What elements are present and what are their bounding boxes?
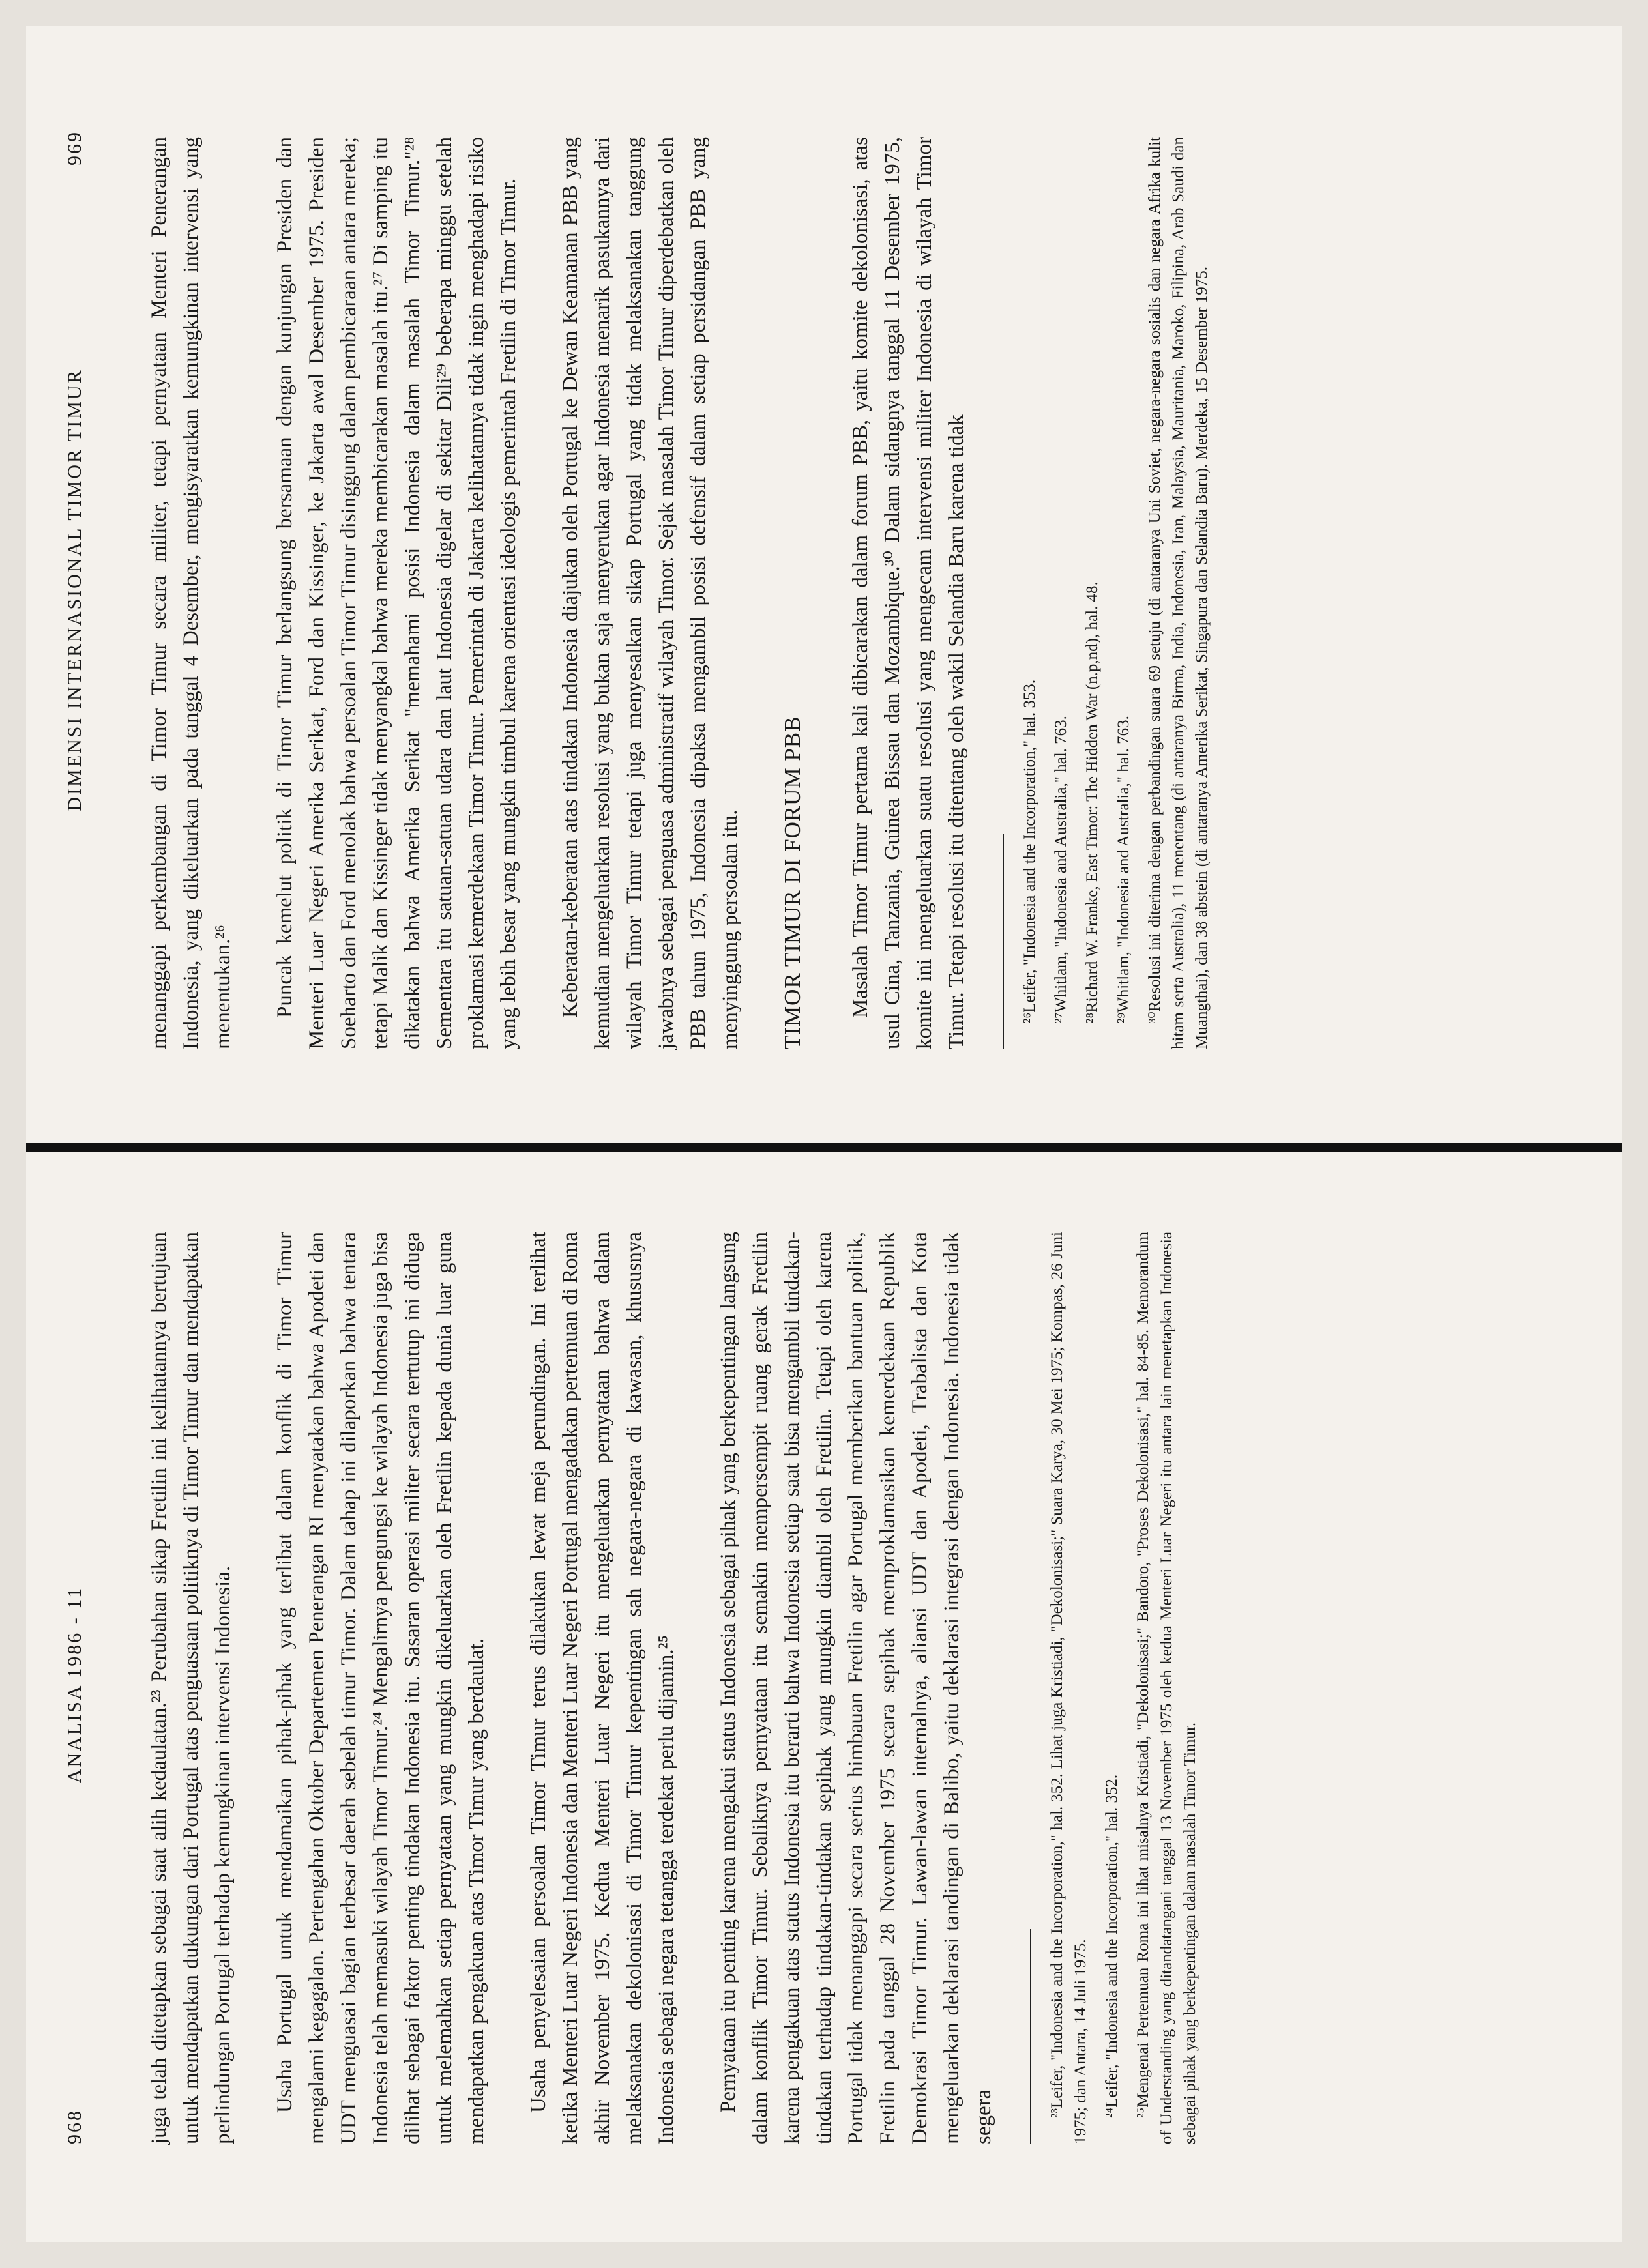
- left-body: [143, 1232, 1210, 2144]
- right-paragraph: menanggapi perkembangan di Timor Timur secara militer, tetapi pernyataan Menteri Penerangan Indonesia, yang dikeluarkan pada tanggal 4 Desember, mengisyaratkan kemungkinan intervensi yang menentukan.²⁶: [147, 137, 235, 1049]
- footnote-rule: [1030, 1929, 1031, 2144]
- footnote: ³⁰Resolusi ini diterima dengan perbandingan suara 69 setuju (di antaranya Uni Soviet, negara-negara sosialis dan negara Afrika kulit hitam serta Australia), 11 menentang (di antaranya Birma, India, Indonesia, Iran, Malaysia, Mauritania, Maroko, Filipina, Arab Saudi dan Muangthai), dan 38 abstein (di antaranya Amerika Serikat, Singapura dan Selandia Baru). Merdeka, 15 Desember 1975.: [1146, 137, 1211, 1049]
- footnote: ²⁶Leifer, "Indonesia and the Incorporation," hal. 353.: [1021, 679, 1038, 1023]
- binding-gutter-shadow: [26, 1143, 1622, 1152]
- footnote: ²⁵Mengenai Pertemuan Roma ini lihat misalnya Kristiadi, "Dekolonisasi;" Bandoro, "Proses Dekolonisasi," hal. 84-85. Memorandum of Understanding yang ditandatangani tanggal 13 November 1975 oleh kedua Menteri Luar Negeri itu antara lain menetapkan Indonesia sebagai pihak yang berkepentingan dalam masalah Timor Timur.: [1134, 1232, 1199, 2144]
- left-page-number: 968: [64, 2109, 85, 2144]
- section-heading: TIMOR TIMUR DI FORUM PBB: [780, 716, 805, 1049]
- footnote: ²³Leifer, "Indonesia and the Incorporation," hal. 352. Lihat juga Kristiadi, "Dekolonisasi;" Suara Karya, 30 Mei 1975; Kompas, 26 Juni 1975; dan Antara, 14 Juli 1975.: [1048, 1232, 1089, 2144]
- left-running-head: [64, 1225, 90, 2144]
- left-paragraph: juga telah ditetapkan sebagai saat alih kedaulatan.²³ Perubahan sikap Fretilin ini kelihatannya bertujuan untuk mendapatkan dukungan dari Portugal atas penguasaan politiknya di Timor Timur dan mendapatkan perlindungan Portugal terhadap kemungkinan intervensi Indonesia.: [147, 1232, 235, 2144]
- right-running-head: [64, 130, 90, 1049]
- footnote: ²⁴Leifer, "Indonesia and the Incorporation," hal. 352.: [1103, 1774, 1121, 2118]
- right-page-number: 969: [64, 130, 85, 166]
- right-paragraph: Keberatan-keberatan atas tindakan Indonesia diajukan oleh Portugal ke Dewan Keamanan PBB yang kemudian mengeluarkan resolusi yang bukan saja menyerukan agar Indonesia menarik pasukannya dari wilayah Timor Timur tetapi juga menyesalkan sikap Portugal yang tidak melaksanakan tanggung jawabnya sebagai penguasa administratif wilayah Timor. Sejak masalah Timor Timur diperdebatkan oleh PBB tahun 1975, Indonesia dipaksa mengambil posisi defensif dalam setiap persidangan PBB yang menyinggung persoalan itu.: [559, 137, 742, 1049]
- left-running-title: ANALISA 1986 - 11: [64, 1586, 85, 1784]
- footnote: ²⁷Whitlam, "Indonesia and Australia," hal. 763.: [1052, 716, 1070, 1023]
- left-paragraph: Usaha penyelesaian persoalan Timor Timur terus dilakukan lewat meja perundingan. Ini terlihat ketika Menteri Luar Negeri Indonesia dan Menteri Luar Negeri Portugal mengadakan pertemuan di Roma akhir November 1975. Kedua Menteri Luar Negeri itu mengeluarkan pernyataan bahwa dalam melaksanakan dekolonisasi di Timor Timur kepentingan sah negara-negara di kawasan, khususnya Indonesia sebagai negara tetangga terdekat perlu dijamin.²⁵: [527, 1232, 678, 2144]
- scanned-page: [26, 26, 1622, 2242]
- footnote-rule: [1003, 834, 1004, 1049]
- footnote: ²⁹Whitlam, "Indonesia and Australia," hal. 763.: [1115, 716, 1132, 1023]
- right-page: [26, 91, 1622, 1108]
- right-body: [143, 137, 1222, 1049]
- right-paragraph: Puncak kemelut politik di Timor Timur berlangsung bersamaan dengan kunjungan Presiden dan Menteri Luar Negeri Amerika Serikat, Ford dan Kissinger, ke Jakarta awal Desember 1975. Presiden Soeharto dan Ford menolak bahwa persoalan Timor Timur disinggung dalam pembicaraan antara mereka; tetapi Malik dan Kissinger tidak menyangkal bahwa mereka membicarakan masalah itu.²⁷ Di samping itu dikatakan bahwa Amerika Serikat "memahami posisi Indonesia dalam masalah Timor Timur."²⁸ Sementara itu satuan-satuan udara dan laut Indonesia digelar di sekitar Dili²⁹ beberapa minggu setelah proklamasi kemerdekaan Timor Timur. Pemerintah di Jakarta kelihatannya tidak ingin menghadapi risiko yang lebih besar yang mungkin timbul karena orientasi ideologis pemerintah Fretilin di Timor Timur.: [273, 137, 520, 1049]
- footnote: ²⁸Richard W. Franke, East Timor: The Hidden War (n.p,nd), hal. 48.: [1083, 581, 1101, 1023]
- left-paragraph: Pernyataan itu penting karena mengakui status Indonesia sebagai pihak yang berkepentingan langsung dalam konflik Timor Timur. Sebaliknya pernyataan itu semakin mempersempit ruang gerak Fretilin karena pengakuan atas status Indonesia itu berarti bahwa Indonesia setiap saat bisa mengambil tindakan-tindakan terhadap tindakan-tindakan sepihak yang mungkin diambil oleh Fretilin. Tetapi oleh karena Portugal tidak menanggapi secara serius himbauan Fretilin agar Portugal memberikan bantuan politik, Fretilin pada tanggal 28 November 1975 secara sepihak memproklamasikan kemerdekaan Republik Demokrasi Timor Timur. Lawan-lawan internalnya, aliansi UDT dan Apodeti, Trabalista dan Kota mengeluarkan deklarasi tandingan di Balibo, yaitu deklarasi integrasi dengan Indonesia. Indonesia tidak segera: [716, 1232, 995, 2144]
- right-paragraph: Masalah Timor Timur pertama kali dibicarakan dalam forum PBB, yaitu komite dekolonisasi, atas usul Cina, Tanzania, Guinea Bissau dan Mozambique.³⁰ Dalam sidangnya tanggal 11 Desember 1975, komite ini mengeluarkan suatu resolusi yang mengecam intervensi militer Indonesia di wilayah Timor Timur. Tetapi resolusi itu ditentang oleh wakil Selandia Baru karena tidak: [849, 137, 968, 1049]
- left-page: [26, 1186, 1622, 2203]
- book-spread-rotated: [26, 65, 1622, 2242]
- left-paragraph: Usaha Portugal untuk mendamaikan pihak-pihak yang terlibat dalam konflik di Timor Timur mengalami kegagalan. Pertengahan Oktober Departemen Penerangan RI menyatakan bahwa Apodeti dan UDT menguasai bagian terbesar daerah sebelah timur Timor. Dalam tahap ini dilaporkan bahwa tentara Indonesia telah memasuki wilayah Timor Timur.²⁴ Mengalirnya pengungsi ke wilayah Indonesia juga bisa dilihat sebagai faktor penting tindakan Indonesia itu. Sasaran operasi militer secara tertutup ini diduga untuk melemahkan setiap pernyataan yang mungkin dikeluarkan oleh Fretilin kepada dunia luar guna mendapatkan pengakuan atas Timor Timur yang berdaulat.: [273, 1232, 488, 2144]
- right-running-title: DIMENSI INTERNASIONAL TIMOR TIMUR: [64, 368, 85, 811]
